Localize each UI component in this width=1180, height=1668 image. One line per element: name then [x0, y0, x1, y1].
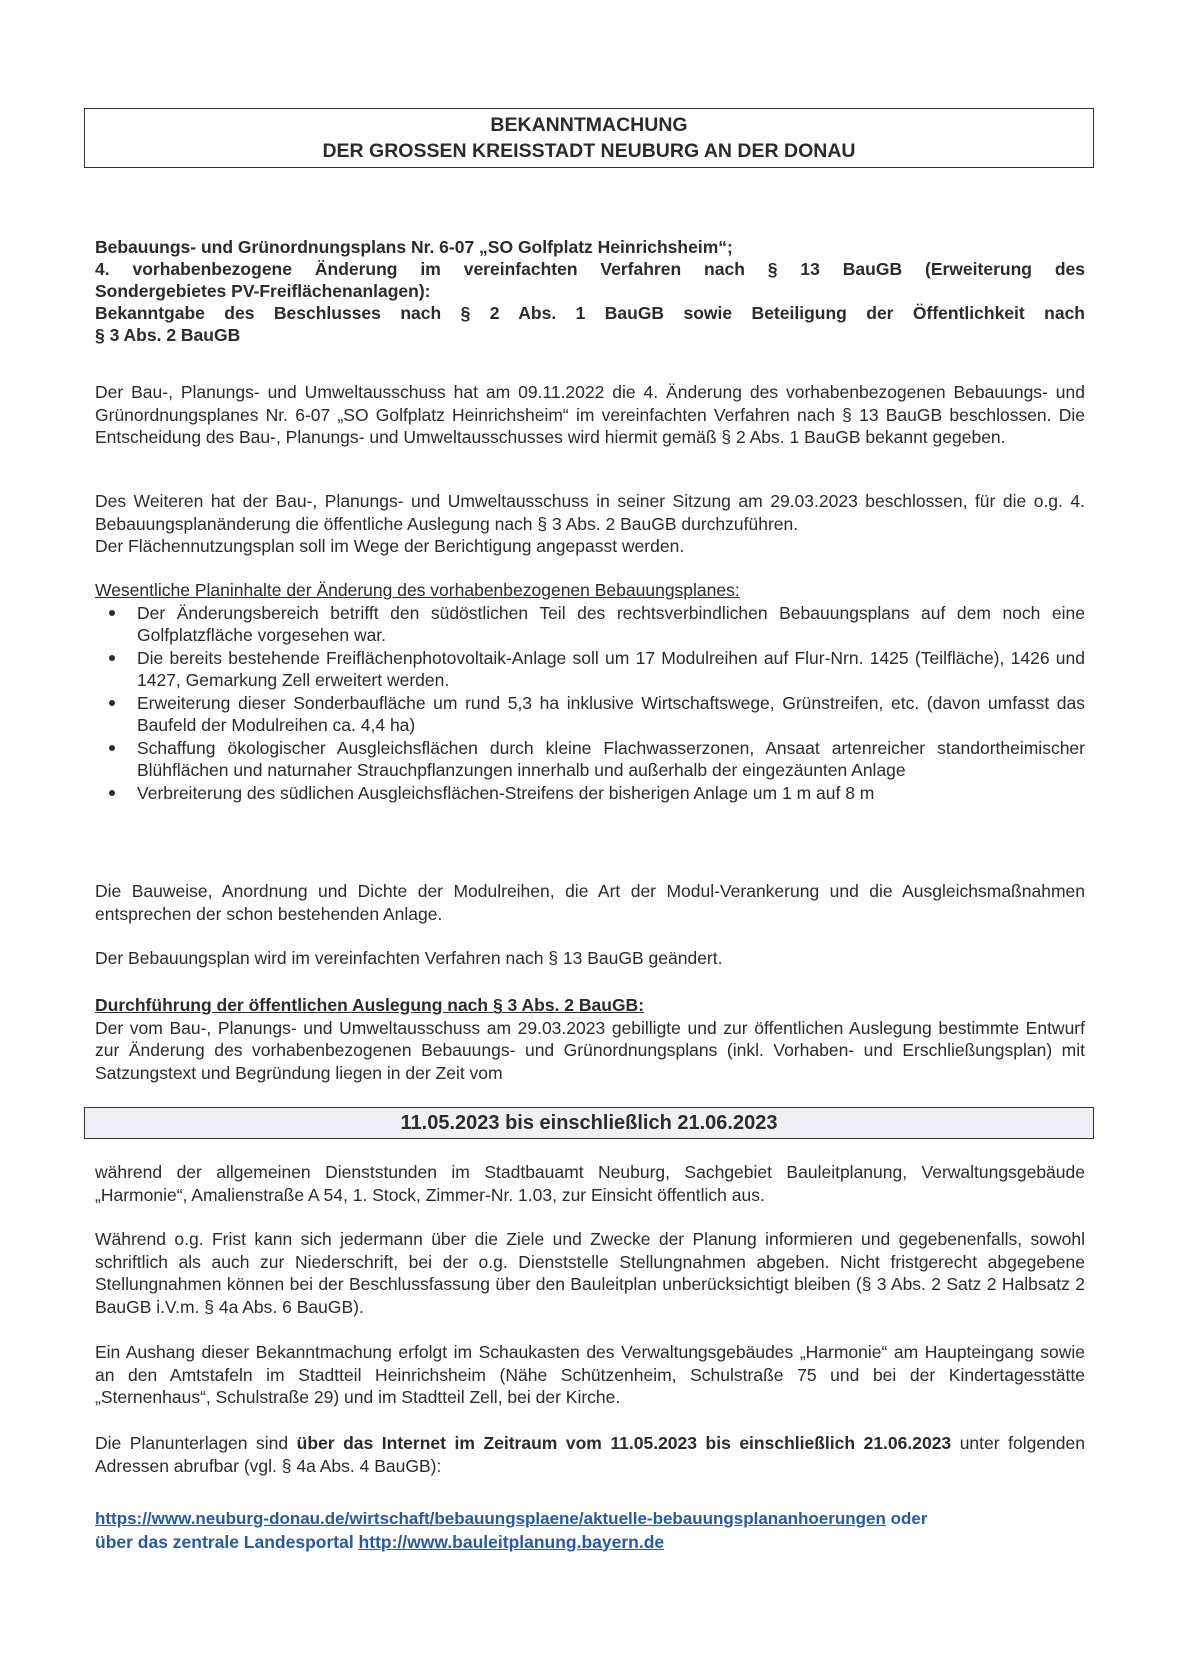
display-period-box	[84, 1107, 1094, 1139]
plan-contents-heading: Wesentliche Planinhalte der Änderung des vorhabenbezogenen Bebauungsplanes:	[95, 580, 740, 600]
plan-contents-list	[95, 602, 1085, 805]
paragraph-land-use-plan: Der Flächennutzungsplan soll im Wege der Berichtigung angepasst werden.	[95, 536, 685, 556]
paragraph-procedure: Der Bebauungsplan wird im vereinfachten Verfahren nach § 13 BauGB geändert.	[95, 948, 723, 968]
internet-period: über das Internet im Zeitraum vom 11.05.2023 bis einschließlich 21.06.2023	[296, 1433, 952, 1453]
subject-block	[95, 236, 1085, 346]
plan-contents-item: Die bereits bestehende Freiflächenphotovoltaik-Anlage soll um 17 Modulreihen auf Flur-Nrn. 1425 (Teilfläche), 1426 und 1427, Gemarkung Zell erweitert werden.	[95, 647, 1085, 692]
subject-line-2: 4. vorhabenbezogene Änderung im vereinfachten Verfahren nach § 13 BauGB (Erweiterung des	[95, 259, 1085, 279]
plan-contents-item: Schaffung ökologischer Ausgleichsflächen durch kleine Flachwasserzonen, Ansaat artenreicher standortheimischer Blühflächen und naturnaher Strauchpflanzungen innerhalb und außerhalb der eingezäunten Anlage	[95, 737, 1085, 782]
city-website-link[interactable]: https://www.neuburg-donau.de/wirtschaft/bebauungsplaene/aktuelle-bebauungsplananhoerungen	[95, 1509, 886, 1528]
state-portal-link[interactable]: http://www.bauleitplanung.bayern.de	[358, 1531, 665, 1552]
paragraph-notice-board: Ein Aushang dieser Bekanntmachung erfolgt im Schaukasten des Verwaltungsgebäudes „Harmonie“ am Haupteingang sowie an den Amtstafeln im Stadtteil Heinrichsheim (Nähe Schützenheim, Schulstraße 75 und bei der Kindertagesstätte „Sternenhaus“, Schulstraße 29) und im Stadtteil Zell, bei der Kirche.	[95, 1342, 1085, 1407]
link-line-2	[95, 1531, 1085, 1554]
internet-text-after: unter folgenden Adressen abrufbar (vgl. § 4a Abs. 4 BauGB):	[95, 1433, 1085, 1476]
paragraph-resolution: Der Bau-, Planungs- und Umweltausschuss hat am 09.11.2022 die 4. Änderung des vorhabenbezogenen Bebauungs- und Grünordnungsplanes Nr. 6-07 „SO Golfplatz Heinrichsheim“ im vereinfachten Verfahren nach § 13 BauGB beschlossen. Die Entscheidung des Bau-, Planungs- und Umweltausschusses wird hiermit gemäß § 2 Abs. 1 BauGB bekannt gegeben.	[95, 382, 1085, 447]
subject-line-3: Sondergebietes PV-Freiflächenanlagen):	[95, 281, 431, 301]
title-line-2: DER GROSSEN KREISSTADT NEUBURG AN DER DONAU	[322, 140, 856, 162]
paragraph-display-resolution	[95, 490, 1085, 558]
title-box	[84, 108, 1094, 168]
internet-text-before: Die Planunterlagen sind	[95, 1433, 297, 1453]
state-portal-label: über das zentrale Landesportal	[95, 1531, 359, 1552]
paragraph-display-resolution-text: Des Weiteren hat der Bau-, Planungs- und Umweltausschuss in seiner Sitzung am 29.03.2023 beschlossen, für die o.g. 4. Bebauungsplanänderung die öffentliche Auslegung nach § 3 Abs. 2 BauGB durchzuführen.	[95, 491, 1085, 534]
paragraph-office-hours: während der allgemeinen Dienststunden im Stadtbauamt Neuburg, Sachgebiet Bauleitplanung, Verwaltungsgebäude „Harmonie“, Amalienstraße A 54, 1. Stock, Zimmer-Nr. 1.03, zur Einsicht öffentlich aus.	[95, 1162, 1085, 1205]
link-line-1	[95, 1508, 1085, 1531]
links-block	[95, 1508, 1085, 1553]
subject-line-4: Bekanntgabe des Beschlusses nach § 2 Abs. 1 BauGB sowie Beteiligung der Öffentlichkeit nach	[95, 303, 1085, 323]
subject-line-1: Bebauungs- und Grünordnungsplans Nr. 6-07 „SO Golfplatz Heinrichsheim“;	[95, 237, 733, 257]
plan-contents-item: Erweiterung dieser Sonderbaufläche um rund 5,3 ha inklusive Wirtschaftswege, Grünstreifen, etc. (davon umfasst das Baufeld der Modulreihen ca. 4,4 ha)	[95, 692, 1085, 737]
public-display-heading: Durchführung der öffentlichen Auslegung nach § 3 Abs. 2 BauGB:	[95, 995, 645, 1015]
plan-contents-item: Der Änderungsbereich betrifft den südöstlichen Teil des rechtsverbindlichen Bebauungsplans auf dem noch eine Golfplatzfläche vorgesehen war.	[95, 602, 1085, 647]
subject-line-5: § 3 Abs. 2 BauGB	[95, 325, 241, 345]
title-line-1: BEKANNTMACHUNG	[490, 114, 688, 136]
public-display-section	[95, 994, 1085, 1084]
paragraph-statements: Während o.g. Frist kann sich jedermann über die Ziele und Zwecke der Planung informieren und gegebenenfalls, sowohl schriftlich als auch zur Niederschrift, bei der o.g. Dienststelle Stellungnahmen abgeben. Nicht fristgerecht abgegebene Stellungnahmen können bei der Beschlussfassung über den Bauleitplan unberücksichtigt bleiben (§ 3 Abs. 2 Satz 2 Halbsatz 2 BauGB i.V.m. § 4a Abs. 6 BauGB).	[95, 1229, 1085, 1317]
link-connector: oder	[885, 1509, 928, 1528]
paragraph-internet	[95, 1432, 1085, 1477]
paragraph-construction: Die Bauweise, Anordnung und Dichte der Modulreihen, die Art der Modul-Verankerung und die Ausgleichsmaßnahmen entsprechen der schon bestehenden Anlage.	[95, 881, 1085, 924]
plan-contents-item: Verbreiterung des südlichen Ausgleichsflächen-Streifens der bisherigen Anlage um 1 m auf 8 m	[95, 782, 1085, 805]
public-display-text: Der vom Bau-, Planungs- und Umweltausschuss am 29.03.2023 gebilligte und zur öffentlichen Auslegung bestimmte Entwurf zur Änderung des vorhabenbezogenen Bebauungs- und Grünordnungsplans (inkl. Vorhaben- und Erschließungsplan) mit Satzungstext und Begründung liegen in der Zeit vom	[95, 1017, 1085, 1083]
display-period: 11.05.2023 bis einschließlich 21.06.2023	[400, 1112, 778, 1134]
plan-contents-section	[95, 579, 1085, 804]
